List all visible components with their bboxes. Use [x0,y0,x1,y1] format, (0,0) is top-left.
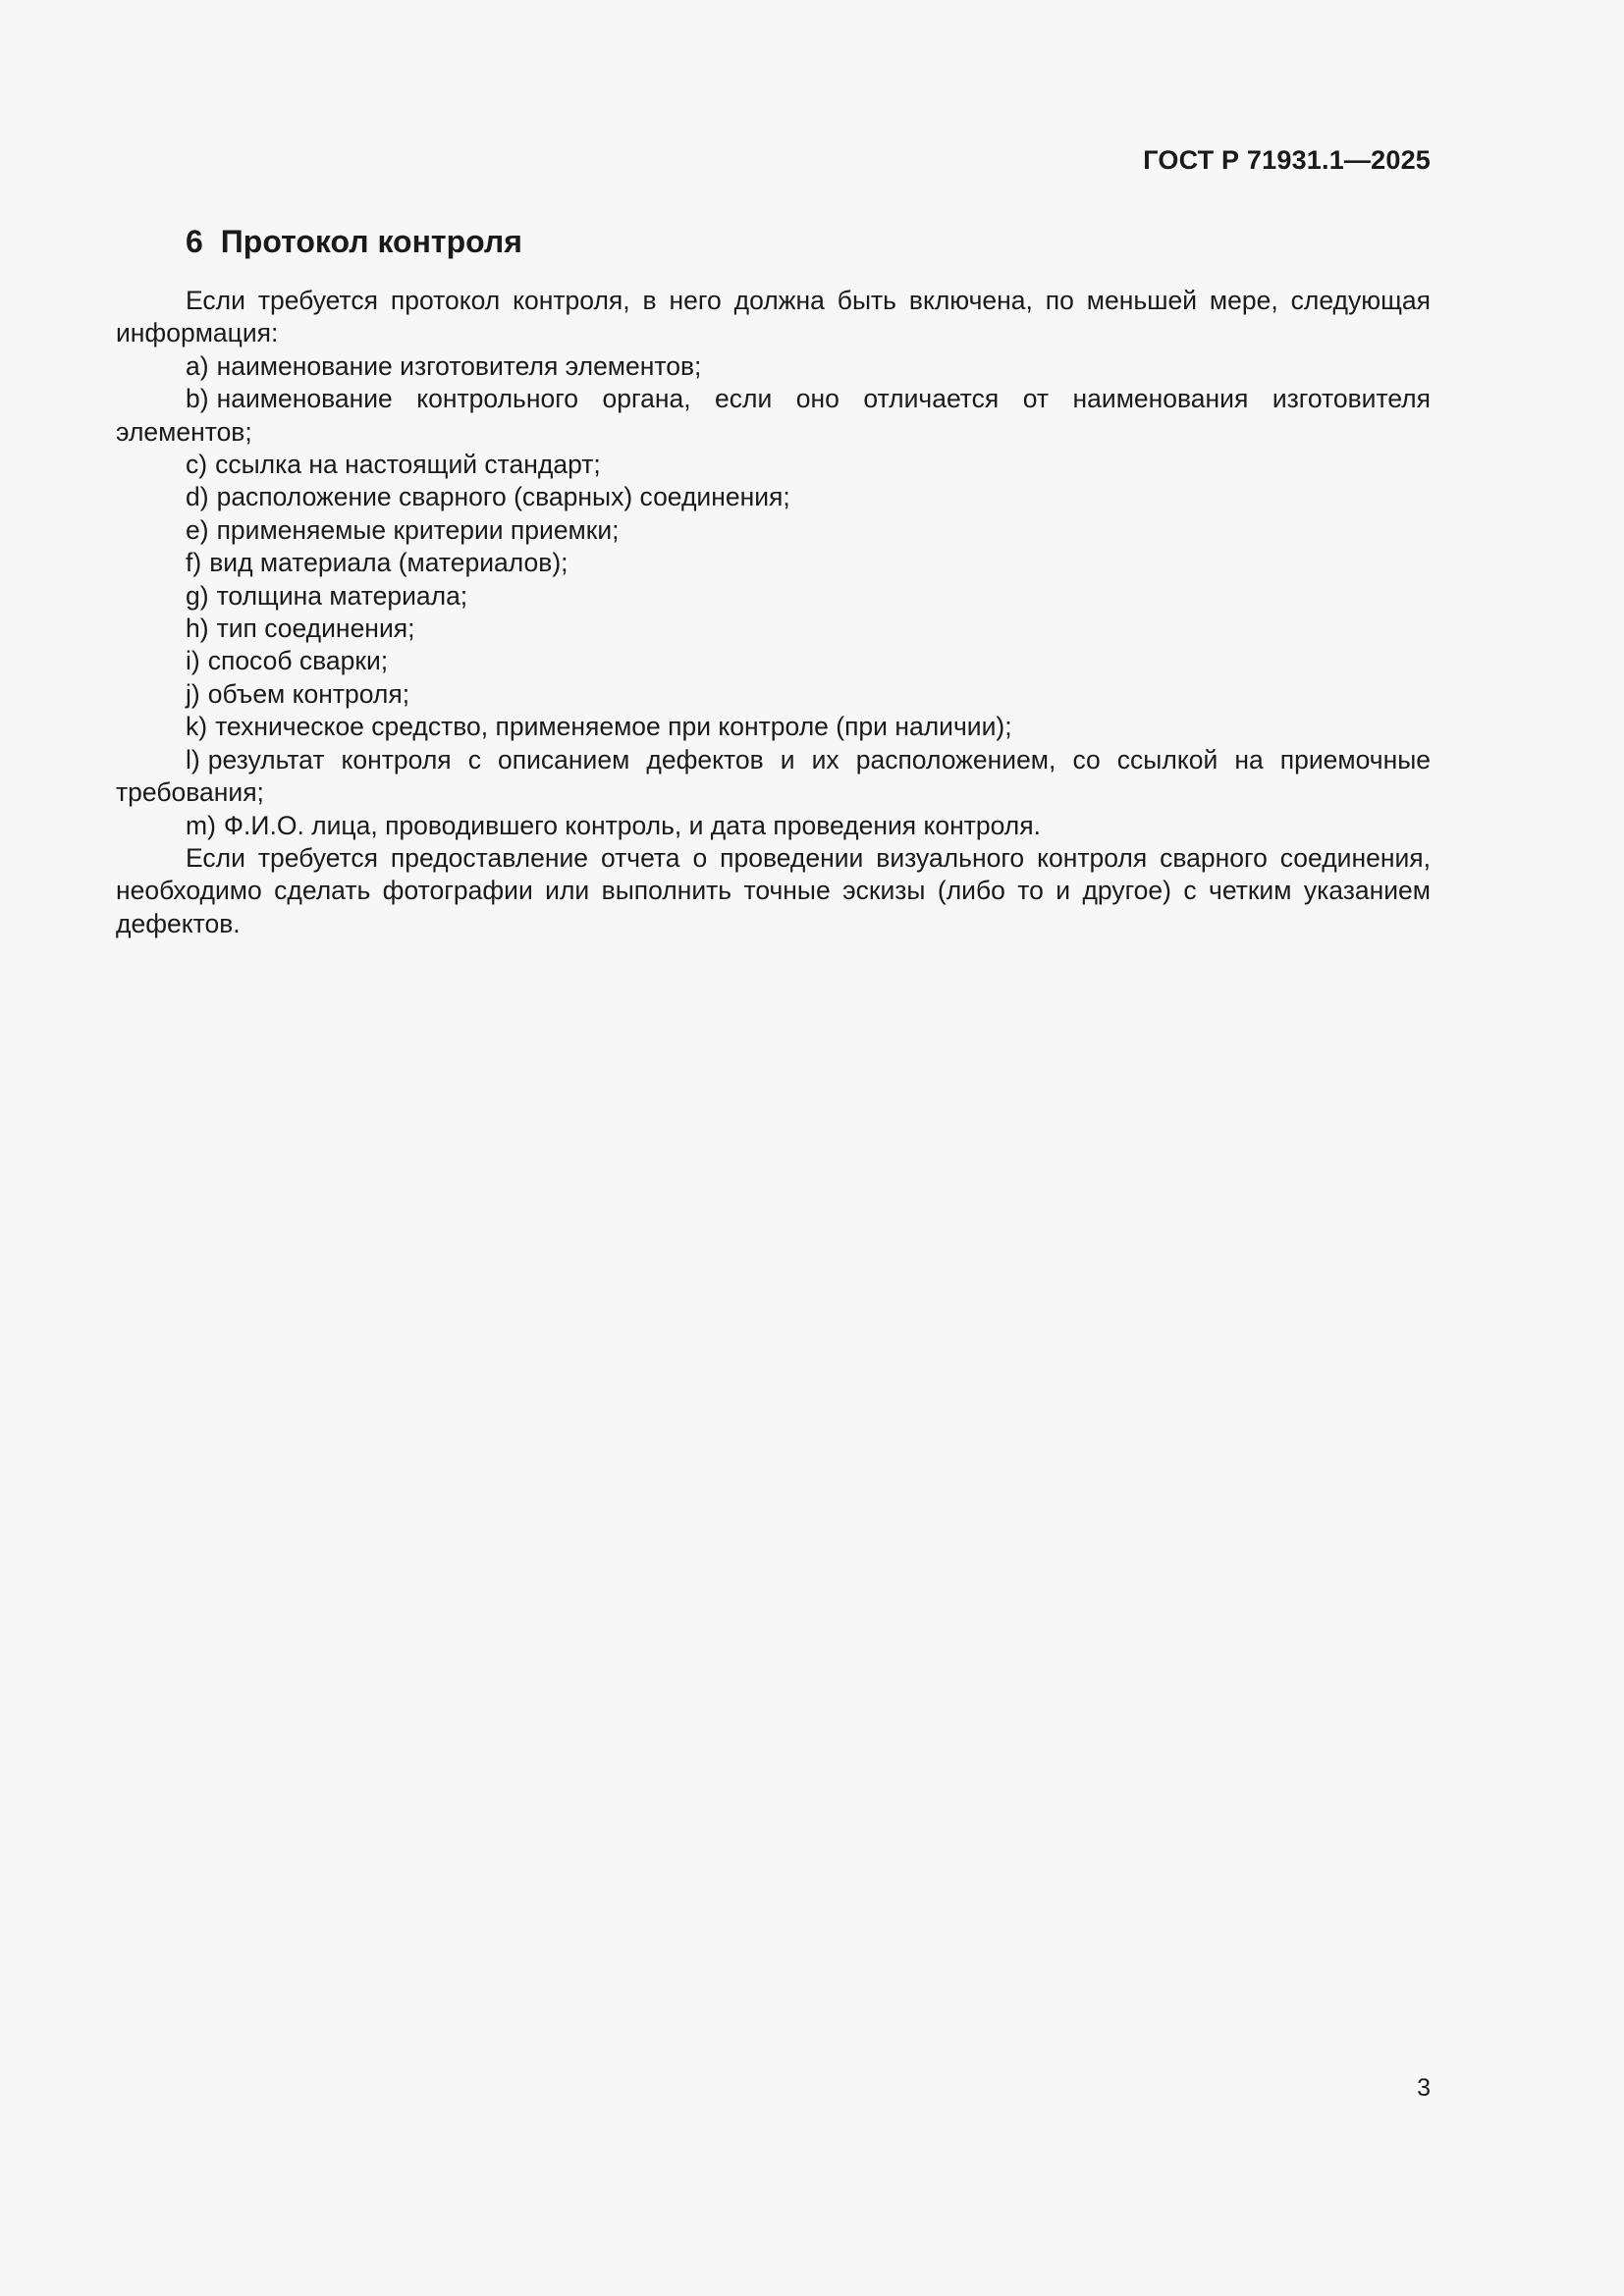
section-number: 6 [186,224,203,259]
section-title: Протокол контроля [220,224,522,259]
list-item-text: расположение сварного (сварных) соединения; [216,482,790,512]
list-item-text: применяемые критерии приемки; [216,514,620,545]
list-item-b [116,383,1431,449]
list-item-text: вид материала (материалов); [209,548,568,578]
document-code: ГОСТ Р 71931.1—2025 [1143,145,1431,175]
list-item-text: способ сварки; [207,646,389,676]
list-item-label: b) [186,384,209,414]
list-item-i [116,645,1431,677]
list-item-label: c) [186,450,208,480]
list-item-c [116,449,1431,481]
list-item-label: i) [186,646,200,676]
list-item-text: наименование контрольного органа, если оно отличается от наименования изготовителя элементов; [116,384,1431,447]
list-item-d [116,481,1431,513]
list-item-label: l) [186,744,200,774]
page-number: 3 [1417,2074,1431,2102]
list-item-text: тип соединения; [216,614,415,644]
list-item-label: d) [186,482,209,512]
list-item-a [116,350,1431,383]
list-item-h [116,613,1431,645]
list-item-label: e) [186,514,209,545]
section-heading [186,224,522,260]
list-item-m [116,810,1431,842]
list-item-text: объем контроля; [207,678,410,709]
list-item-text: Ф.И.О. лица, проводившего контроль, и дата проведения контроля. [223,810,1041,840]
list-item-text: ссылка на настоящий стандарт; [215,450,601,480]
list-item-label: g) [186,580,209,611]
list-item-label: f) [186,548,202,578]
list-item-text: наименование изготовителя элементов; [216,350,702,381]
list-item-text: толщина материала; [216,580,468,611]
list-item-label: k) [186,712,208,742]
intro-paragraph: Если требуется протокол контроля, в него должна быть включена, по меньшей мере, следующая информация: [116,286,1431,348]
section-body [116,285,1431,940]
list-item-e [116,514,1431,547]
list-item-label: h) [186,614,209,644]
list-item-j [116,678,1431,711]
list-item-label: m) [186,810,216,840]
list-item-l [116,744,1431,810]
list-item-text: техническое средство, применяемое при контроле (при наличии); [215,712,1012,742]
closing-paragraph: Если требуется предоставление отчета о проведении визуального контроля сварного соединения, необходимо сделать фотографии или выполнить точные эскизы (либо то и другое) с четким указанием дефектов. [116,842,1431,938]
list-item-label: j) [186,678,200,709]
list-item-f [116,547,1431,579]
list-item-k [116,711,1431,743]
list-item-g [116,580,1431,613]
list-item-text: результат контроля с описанием дефектов и их расположением, со ссылкой на приемочные требования; [116,744,1431,808]
list-item-label: a) [186,350,209,381]
